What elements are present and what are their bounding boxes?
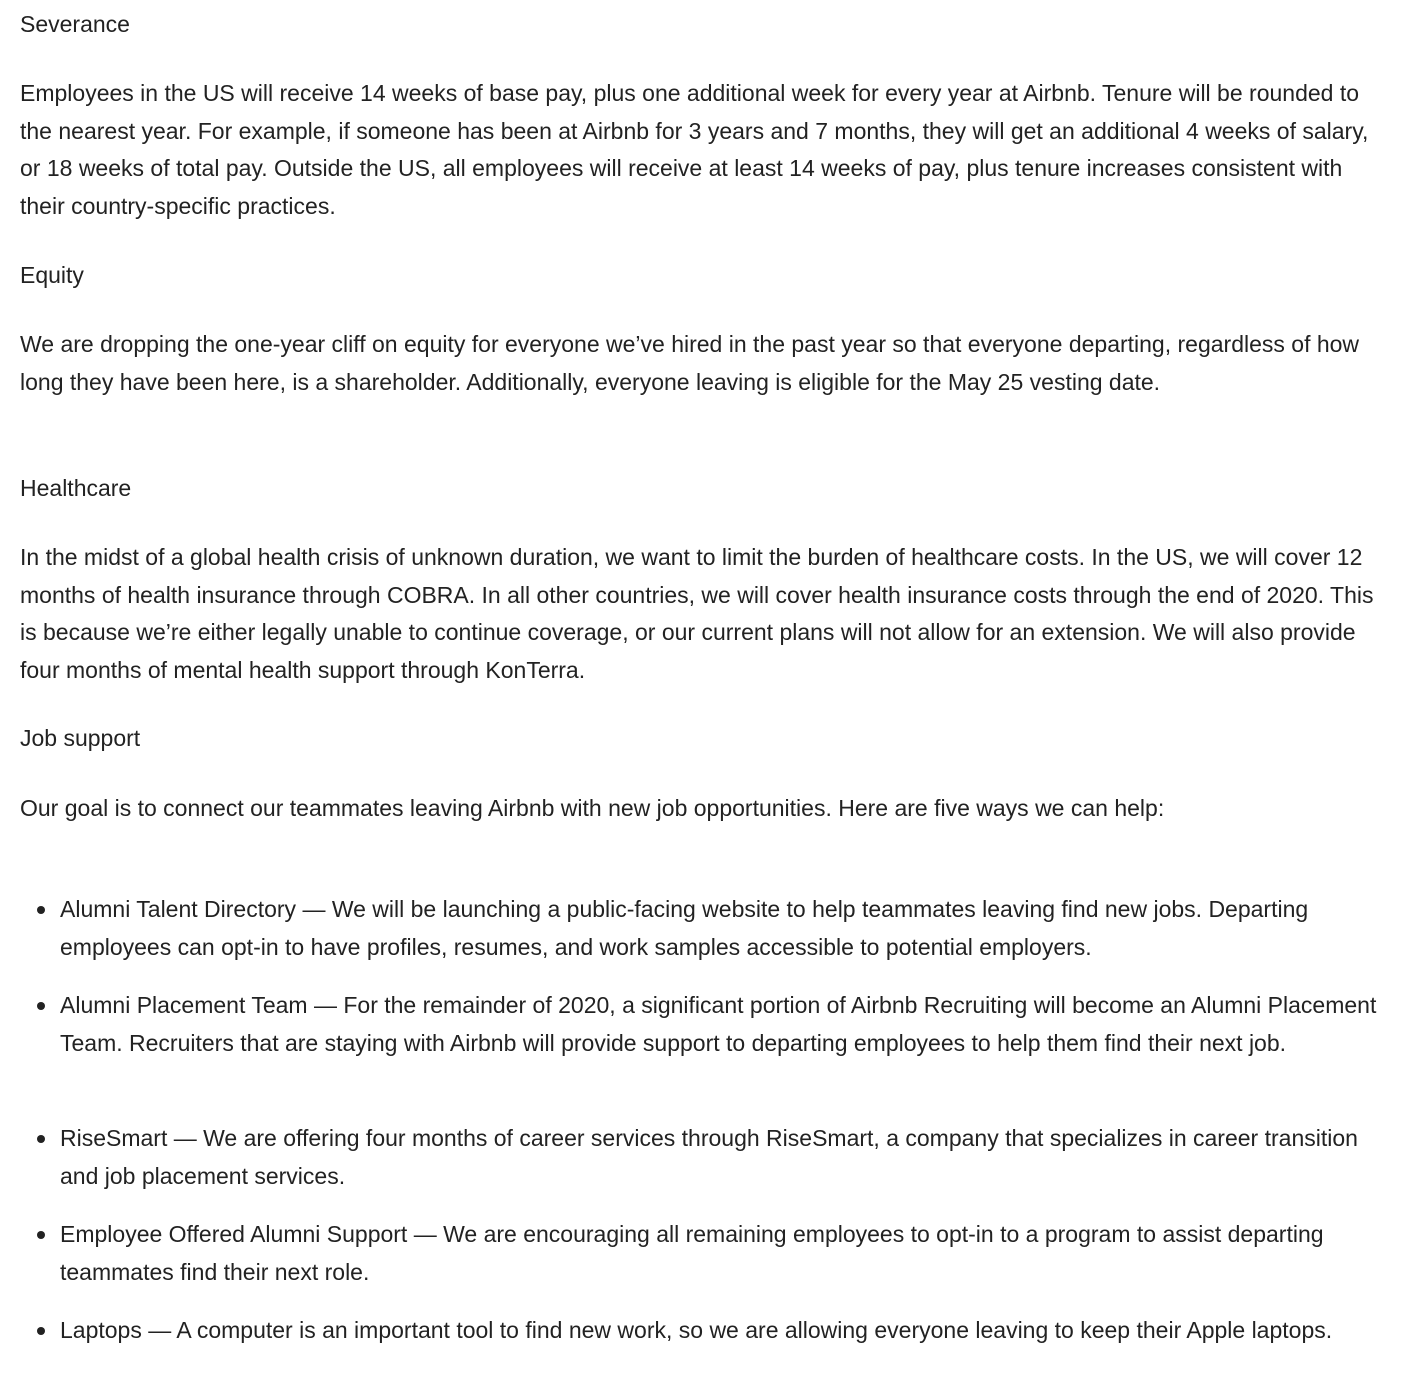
list-item-risesmart <box>20 1120 1384 1195</box>
paragraph-severance: Employees in the US will receive 14 weeks of base pay, plus one additional week for every year at Airbnb. Tenure will be rounded to the nearest year. For example, if someone has been at Airbnb for 3 years and 7 months, they will get an additional 4 weeks of salary, or 18 weeks of total pay. Outside the US, all employees will receive at least 14 weeks of pay, plus tenure increases consistent with their country-specific practices. <box>20 80 1369 219</box>
paragraph-job-support-intro: Our goal is to connect our teammates leaving Airbnb with new job opportunities. Here are five ways we can help: <box>20 795 1165 821</box>
bullet-icon <box>37 1231 45 1239</box>
heading-healthcare: Healthcare <box>20 475 132 501</box>
list-item-alumni-talent-directory <box>20 891 1384 966</box>
bullet-icon <box>37 1327 45 1335</box>
list-item-employee-offered-alumni-support <box>20 1216 1384 1291</box>
list-item-text: Employee Offered Alumni Support — We are encouraging all remaining employees to opt-in to a program to assist departing teammates find their next role. <box>60 1221 1324 1285</box>
list-item-text: Alumni Talent Directory — We will be launching a public-facing website to help teammates leaving find new jobs. Departing employees can opt-in to have profiles, resumes, and work samples accessible to potential employers. <box>60 896 1309 960</box>
list-item-laptops <box>20 1312 1384 1350</box>
list-item-text: RiseSmart — We are offering four months of career services through RiseSmart, a company that specializes in career transition and job placement services. <box>60 1125 1358 1189</box>
list-item-text: Alumni Placement Team — For the remainder of 2020, a significant portion of Airbnb Recruiting will become an Alumni Placement Team. Recruiters that are staying with Airbnb will provide support to departing employees to help them find their next job. <box>60 992 1377 1056</box>
bullet-icon <box>37 1135 45 1143</box>
paragraph-equity: We are dropping the one-year cliff on equity for everyone we’ve hired in the past year so that everyone departing, regardless of how long they have been here, is a shareholder. Additionally, everyone leaving is eligible for the May 25 vesting date. <box>20 331 1360 395</box>
list-item-text: Laptops — A computer is an important tool to find new work, so we are allowing everyone leaving to keep their Apple laptops. <box>60 1317 1333 1343</box>
heading-equity: Equity <box>20 262 84 288</box>
paragraph-healthcare: In the midst of a global health crisis of unknown duration, we want to limit the burden of healthcare costs. In the US, we will cover 12 months of health insurance through COBRA. In all other countries, we will cover health insurance costs through the end of 2020. This is because we’re either legally unable to continue coverage, or our current plans will not allow for an extension. We will also provide four months of mental health support through KonTerra. <box>20 544 1374 683</box>
bullet-icon <box>37 906 45 914</box>
list-item-alumni-placement-team <box>20 987 1384 1062</box>
bullet-icon <box>37 1002 45 1010</box>
heading-job-support: Job support <box>20 725 141 751</box>
heading-severance: Severance <box>20 11 130 37</box>
